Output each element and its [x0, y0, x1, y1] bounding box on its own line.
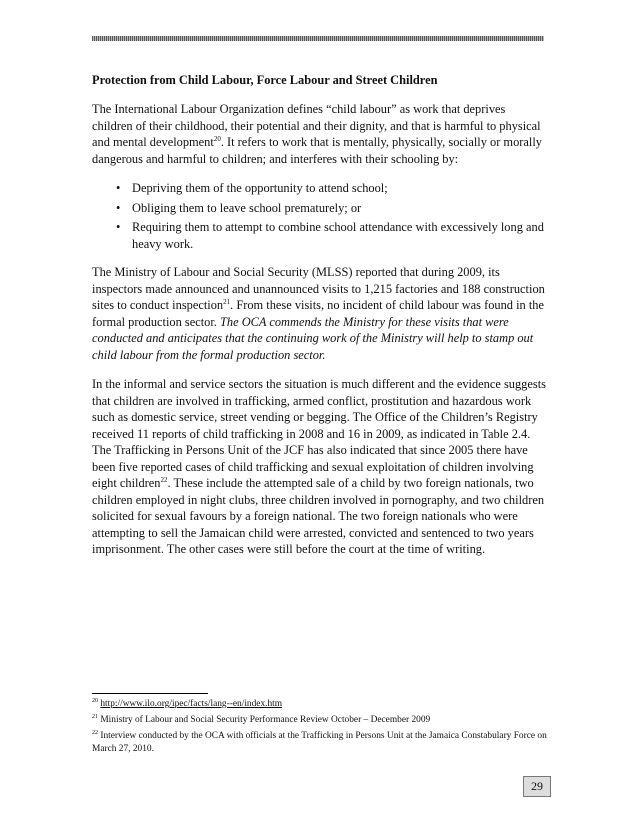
footnote-22	[92, 730, 548, 756]
page-number: 29	[523, 776, 551, 797]
oca-commendation: The OCA commends the Ministry for these visits that were conducted and anticipates that the continuing work of the Ministry will help to stamp out child labour from the formal production sector.	[92, 314, 534, 362]
footnote-link[interactable]: http://www.ilo.org/ipec/facts/lang--en/index.htm	[100, 699, 283, 709]
paragraph-text: . It refers to work that is mentally, physically, socially or morally dangerous and harmful to children; and interferes with their schooling by:	[92, 135, 542, 166]
paragraph-text: The International Labour Organization defines “child labour” as work that deprives children of their childhood, their potential and their dignity, and that is harmful to physical and mental development	[92, 102, 541, 149]
header-rule	[92, 36, 544, 41]
footnote-number: 22	[92, 729, 98, 736]
footnote-number: 20	[92, 697, 98, 704]
paragraph-ilo-definition	[92, 101, 548, 167]
paragraph-text: The Ministry of Labour and Social Security (MLSS) reported that during 2009, its inspectors made announced and unannounced visits to 1,215 factories and 188 construction sites to conduct inspection	[92, 265, 545, 312]
footnote-ref-22[interactable]: 22	[160, 475, 168, 484]
footnote-separator	[92, 693, 208, 694]
bullet-list	[92, 180, 548, 252]
bullet-item: • Depriving them of the opportunity to attend school;	[116, 180, 548, 197]
footnotes	[92, 693, 548, 759]
paragraph-text: . From these visits, no incident of child labour was found in the formal production sector.	[92, 298, 544, 329]
footnote-21	[92, 714, 548, 727]
footnote-text: Ministry of Labour and Social Security Performance Review October – December 2009	[100, 715, 431, 725]
footnote-ref-21[interactable]: 21	[223, 297, 231, 306]
section-heading: Protection from Child Labour, Force Labour and Street Children	[92, 73, 438, 87]
paragraph-text: . These include the attempted sale of a child by two foreign nationals, two children employed in night clubs, three children involved in pornography, and two children solicited for sexual favours by a foreign national. The two foreign nationals who were attempting to sell the Jamaican child were arrested, convicted and sentenced to two years imprisonment. The other cases were still before the court at the time of writing.	[92, 476, 545, 556]
footnote-20	[92, 698, 548, 711]
footnote-text: Interview conducted by the OCA with officials at the Trafficking in Persons Unit at the Jamaica Constabulary Force on March 27, 2010.	[92, 731, 547, 754]
footnote-number: 21	[92, 713, 98, 720]
paragraph-informal-sector	[92, 376, 548, 558]
document-body	[92, 72, 548, 571]
bullet-item: • Obliging them to leave school prematurely; or	[116, 200, 548, 217]
footnote-ref-20[interactable]: 20	[213, 134, 221, 143]
bullet-item: • Requiring them to attempt to combine school attendance with excessively long and heavy work.	[116, 219, 548, 252]
paragraph-mlss-inspections	[92, 264, 548, 363]
paragraph-text: In the informal and service sectors the situation is much different and the evidence suggests that children are involved in trafficking, armed conflict, prostitution and hazardous work such as domestic service, street vending or begging. The Office of the Children’s Registry received 11 reports of child trafficking in 2008 and 16 in 2009, as indicated in Table 2.4. The Trafficking in Persons Unit of the JCF has also indicated that since 2005 there have been five reported cases of child trafficking and sexual exploitation of children involving eight children	[92, 377, 546, 490]
